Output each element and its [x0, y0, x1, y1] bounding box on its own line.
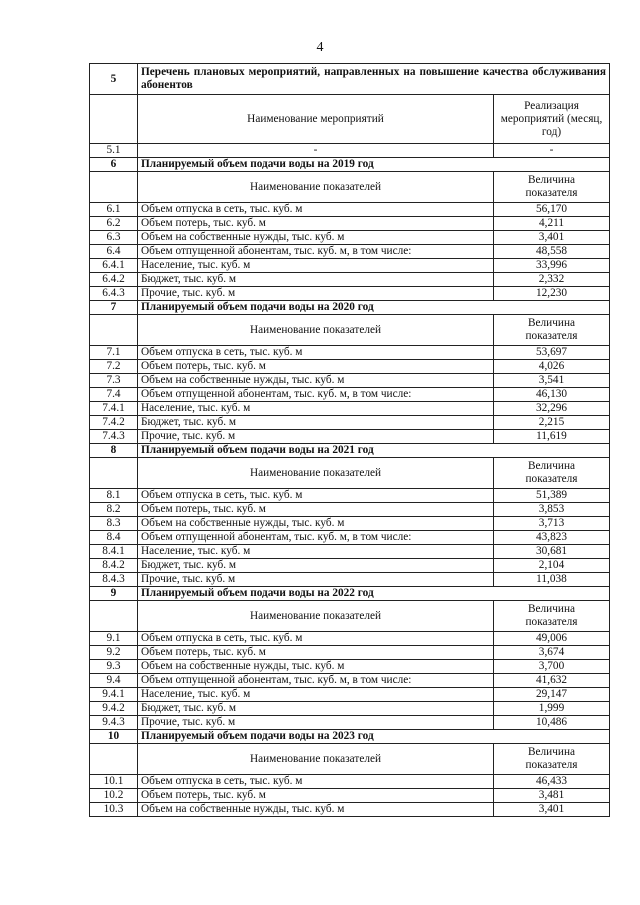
- row-number: 7.4.2: [90, 416, 138, 430]
- row-number: 7.4.3: [90, 430, 138, 444]
- table-row: [90, 517, 610, 531]
- row-name: Объем отпущенной абонентам, тыс. куб. м, в том числе:: [138, 531, 494, 545]
- section-title: Планируемый объем подачи воды на 2020 год: [138, 301, 610, 315]
- row-name: Объем потерь, тыс. куб. м: [138, 789, 494, 803]
- row-value: 2,215: [494, 416, 610, 430]
- row-value: 29,147: [494, 688, 610, 702]
- row-name: Население, тыс. куб. м: [138, 402, 494, 416]
- table-row: [90, 416, 610, 430]
- table-row: [90, 430, 610, 444]
- column-header-name: Наименование показателей: [138, 601, 494, 632]
- row-name: Население, тыс. куб. м: [138, 688, 494, 702]
- row-value: 53,697: [494, 346, 610, 360]
- row-name: Объем на собственные нужды, тыс. куб. м: [138, 517, 494, 531]
- row-name: Объем отпущенной абонентам, тыс. куб. м, в том числе:: [138, 245, 494, 259]
- row-value: 3,401: [494, 231, 610, 245]
- row-value: 1,999: [494, 702, 610, 716]
- row-value: 11,038: [494, 573, 610, 587]
- section-header-row: [90, 158, 610, 172]
- table-row: [90, 346, 610, 360]
- row-number: 9.4.1: [90, 688, 138, 702]
- table-row: [90, 259, 610, 273]
- row-number: 8.3: [90, 517, 138, 531]
- row-number: 9.1: [90, 632, 138, 646]
- row-value: 3,853: [494, 503, 610, 517]
- section-title: Планируемый объем подачи воды на 2021 год: [138, 444, 610, 458]
- section-title: Планируемый объем подачи воды на 2023 год: [138, 730, 610, 744]
- row-number: 10.3: [90, 803, 138, 817]
- table-row: [90, 374, 610, 388]
- row-name: Объем отпуска в сеть, тыс. куб. м: [138, 489, 494, 503]
- row-value: 48,558: [494, 245, 610, 259]
- row-number: 9.4.2: [90, 702, 138, 716]
- water-supply-table: [89, 63, 610, 817]
- table-row: [90, 559, 610, 573]
- row-number: 9.2: [90, 646, 138, 660]
- row-number: 6.2: [90, 217, 138, 231]
- row-name: Бюджет, тыс. куб. м: [138, 273, 494, 287]
- row-value: 46,433: [494, 775, 610, 789]
- row-value: 3,401: [494, 803, 610, 817]
- row-value: 49,006: [494, 632, 610, 646]
- row-number: 10.2: [90, 789, 138, 803]
- row-number: 7.1: [90, 346, 138, 360]
- section-number: 7: [90, 301, 138, 315]
- section-number: 6: [90, 158, 138, 172]
- row-number: 8.4.1: [90, 545, 138, 559]
- table-row: [90, 287, 610, 301]
- row-value: 10,486: [494, 716, 610, 730]
- column-header-name: Наименование мероприятий: [138, 95, 494, 144]
- row-name: Объем отпуска в сеть, тыс. куб. м: [138, 775, 494, 789]
- row-value: 30,681: [494, 545, 610, 559]
- row-name: Объем на собственные нужды, тыс. куб. м: [138, 374, 494, 388]
- column-header-row: [90, 172, 610, 203]
- table-row: [90, 545, 610, 559]
- row-name: Объем на собственные нужды, тыс. куб. м: [138, 660, 494, 674]
- row-value: 2,104: [494, 559, 610, 573]
- table-row: [90, 360, 610, 374]
- row-value: 43,823: [494, 531, 610, 545]
- page-number: 4: [316, 40, 324, 55]
- section-title: Планируемый объем подачи воды на 2022 год: [138, 587, 610, 601]
- table-row: [90, 489, 610, 503]
- column-header-row: [90, 744, 610, 775]
- row-number: 9.3: [90, 660, 138, 674]
- row-number: 6.4.2: [90, 273, 138, 287]
- row-name: Объем на собственные нужды, тыс. куб. м: [138, 231, 494, 245]
- row-name: Объем отпущенной абонентам, тыс. куб. м, в том числе:: [138, 388, 494, 402]
- row-number: 7.4: [90, 388, 138, 402]
- section-number: 9: [90, 587, 138, 601]
- table-row: [90, 688, 610, 702]
- table-row: [90, 531, 610, 545]
- column-header-row: [90, 315, 610, 346]
- row-value: 4,026: [494, 360, 610, 374]
- row-value: 3,674: [494, 646, 610, 660]
- row-value: 3,481: [494, 789, 610, 803]
- row-name: Объем отпущенной абонентам, тыс. куб. м, в том числе:: [138, 674, 494, 688]
- row-name: Объем потерь, тыс. куб. м: [138, 217, 494, 231]
- row-value: 3,713: [494, 517, 610, 531]
- row-name: Объем потерь, тыс. куб. м: [138, 646, 494, 660]
- row-number: 8.4: [90, 531, 138, 545]
- row-number: 9.4.3: [90, 716, 138, 730]
- row-value: 3,700: [494, 660, 610, 674]
- row-name: Объем потерь, тыс. куб. м: [138, 503, 494, 517]
- column-header-name: Наименование показателей: [138, 744, 494, 775]
- section-header-row: [90, 64, 610, 95]
- row-name: Объем отпуска в сеть, тыс. куб. м: [138, 632, 494, 646]
- row-number: 6.3: [90, 231, 138, 245]
- row-value: 2,332: [494, 273, 610, 287]
- table-row: [90, 775, 610, 789]
- row-number: 6.4: [90, 245, 138, 259]
- row-number: 8.4.2: [90, 559, 138, 573]
- column-header-value: Реализация мероприятий (месяц, год): [494, 95, 610, 144]
- row-value: 33,996: [494, 259, 610, 273]
- table-row: [90, 503, 610, 517]
- table-row: [90, 273, 610, 287]
- column-header-value: Величина показателя: [494, 744, 610, 775]
- column-header-value: Величина показателя: [494, 172, 610, 203]
- row-value: 4,211: [494, 217, 610, 231]
- row-value: 12,230: [494, 287, 610, 301]
- table-row: [90, 674, 610, 688]
- column-header-value: Величина показателя: [494, 458, 610, 489]
- table-row: [90, 217, 610, 231]
- row-value: -: [494, 144, 610, 158]
- row-name: Население, тыс. куб. м: [138, 545, 494, 559]
- row-number: 6.4.1: [90, 259, 138, 273]
- row-value: 41,632: [494, 674, 610, 688]
- row-number: 7.4.1: [90, 402, 138, 416]
- column-header-name: Наименование показателей: [138, 172, 494, 203]
- section-number: 10: [90, 730, 138, 744]
- row-name: -: [138, 144, 494, 158]
- table-row: [90, 388, 610, 402]
- row-value: 3,541: [494, 374, 610, 388]
- table-row: [90, 646, 610, 660]
- row-number: 8.1: [90, 489, 138, 503]
- section-header-row: [90, 301, 610, 315]
- row-name: Прочие, тыс. куб. м: [138, 573, 494, 587]
- row-name: Прочие, тыс. куб. м: [138, 430, 494, 444]
- section-number: 8: [90, 444, 138, 458]
- column-header-row: [90, 458, 610, 489]
- row-number: 8.2: [90, 503, 138, 517]
- table-row: [90, 702, 610, 716]
- row-name: Прочие, тыс. куб. м: [138, 716, 494, 730]
- row-number: 6.1: [90, 203, 138, 217]
- table-row: [90, 660, 610, 674]
- section-header-row: [90, 730, 610, 744]
- table-row: [90, 573, 610, 587]
- table-row: [90, 789, 610, 803]
- section-title: Планируемый объем подачи воды на 2019 год: [138, 158, 610, 172]
- row-name: Бюджет, тыс. куб. м: [138, 559, 494, 573]
- row-name: Объем отпуска в сеть, тыс. куб. м: [138, 346, 494, 360]
- column-header-row: [90, 601, 610, 632]
- table-row: [90, 632, 610, 646]
- table-row: [90, 144, 610, 158]
- row-name: Население, тыс. куб. м: [138, 259, 494, 273]
- row-name: Объем на собственные нужды, тыс. куб. м: [138, 803, 494, 817]
- row-value: 46,130: [494, 388, 610, 402]
- section-header-row: [90, 444, 610, 458]
- row-number: 6.4.3: [90, 287, 138, 301]
- row-value: 11,619: [494, 430, 610, 444]
- column-header-name: Наименование показателей: [138, 458, 494, 489]
- column-header-value: Величина показателя: [494, 601, 610, 632]
- row-name: Бюджет, тыс. куб. м: [138, 416, 494, 430]
- row-value: 51,389: [494, 489, 610, 503]
- row-number: 10.1: [90, 775, 138, 789]
- table-row: [90, 245, 610, 259]
- section-title: Перечень плановых мероприятий, направленных на повышение качества обслуживания абонентов: [138, 64, 610, 95]
- section-header-row: [90, 587, 610, 601]
- row-name: Бюджет, тыс. куб. м: [138, 702, 494, 716]
- table-row: [90, 716, 610, 730]
- column-header-name: Наименование показателей: [138, 315, 494, 346]
- row-number: 8.4.3: [90, 573, 138, 587]
- column-header-row: [90, 95, 610, 144]
- table-row: [90, 203, 610, 217]
- section-number: 5: [90, 64, 138, 95]
- row-number: 7.3: [90, 374, 138, 388]
- row-value: 56,170: [494, 203, 610, 217]
- table-row: [90, 402, 610, 416]
- column-header-value: Величина показателя: [494, 315, 610, 346]
- row-name: Объем потерь, тыс. куб. м: [138, 360, 494, 374]
- row-number: 5.1: [90, 144, 138, 158]
- row-name: Прочие, тыс. куб. м: [138, 287, 494, 301]
- table-row: [90, 803, 610, 817]
- row-value: 32,296: [494, 402, 610, 416]
- row-number: 9.4: [90, 674, 138, 688]
- table-row: [90, 231, 610, 245]
- row-number: 7.2: [90, 360, 138, 374]
- row-name: Объем отпуска в сеть, тыс. куб. м: [138, 203, 494, 217]
